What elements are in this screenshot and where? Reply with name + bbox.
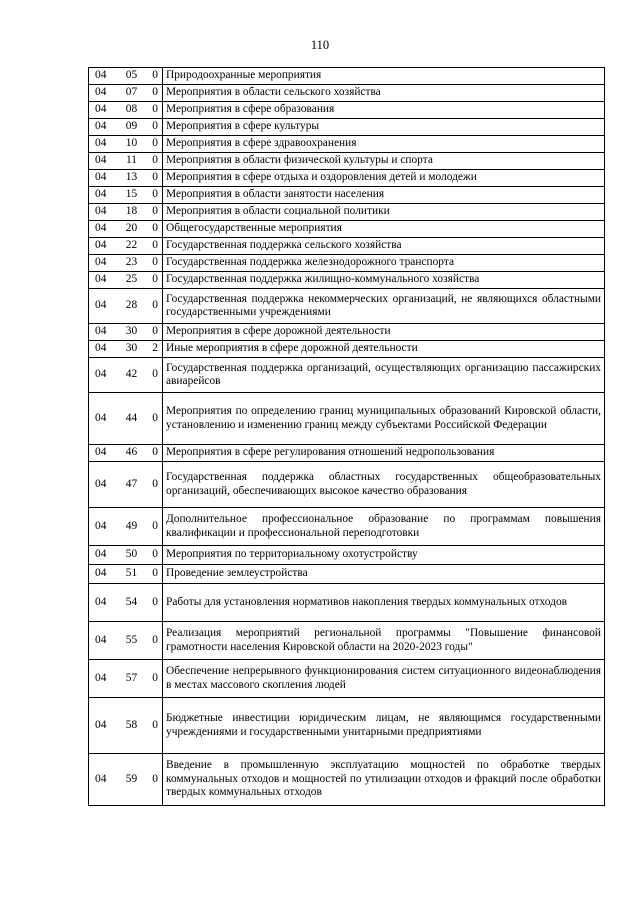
- code-part-c1: 04: [95, 154, 107, 167]
- code-part-c3: 0: [152, 519, 158, 532]
- code-part-c3: 0: [152, 273, 158, 286]
- code-cell: [89, 660, 163, 698]
- table-row: [89, 68, 605, 85]
- code-cell: [89, 170, 163, 187]
- code-part-c3: 0: [152, 86, 158, 99]
- code-cell: [89, 136, 163, 153]
- table-row: [89, 393, 605, 445]
- name-cell: Мероприятия в области сельского хозяйства: [163, 85, 605, 102]
- code-cell: [89, 85, 163, 102]
- name-cell: Государственная поддержка некоммерческих организаций, не являющихся областными государственными учреждениями: [163, 289, 605, 324]
- code-part-c3: 0: [152, 633, 158, 646]
- code-cell: [89, 698, 163, 754]
- code-part-c3: 0: [152, 299, 158, 312]
- code-part-c2: 44: [125, 411, 138, 424]
- code-part-c2: 54: [125, 595, 138, 608]
- code-part-c2: 05: [125, 69, 138, 82]
- code-cell: [89, 289, 163, 324]
- code-part-c1: 04: [95, 477, 107, 490]
- code-cell: [89, 358, 163, 393]
- name-cell: Государственная поддержка областных государственных общеобразовательных организаций, обеспечивающих высокое качество образования: [163, 462, 605, 508]
- code-cell: [89, 255, 163, 272]
- name-cell: Мероприятия по территориальному охотустройству: [163, 546, 605, 565]
- code-part-c2: 47: [125, 477, 138, 490]
- table-row: [89, 221, 605, 238]
- code-part-c3: 0: [152, 188, 158, 201]
- code-part-c1: 04: [95, 519, 107, 532]
- code-part-c2: 30: [125, 342, 138, 355]
- name-cell: Мероприятия в области социальной политики: [163, 204, 605, 221]
- code-part-c3: 0: [152, 120, 158, 133]
- code-part-c1: 04: [95, 671, 107, 684]
- name-cell: Реализация мероприятий региональной программы "Повышение финансовой грамотности населения Кировской области на 2020-2023 годы": [163, 622, 605, 660]
- code-part-c3: 0: [152, 567, 158, 580]
- code-part-c3: 0: [152, 368, 158, 381]
- code-part-c3: 0: [152, 239, 158, 252]
- table-row: [89, 204, 605, 221]
- code-cell: [89, 324, 163, 341]
- code-part-c3: 0: [152, 411, 158, 424]
- name-cell: Бюджетные инвестиции юридическим лицам, не являющимся государственными учреждениями и государственными унитарными предприятиями: [163, 698, 605, 754]
- code-part-c1: 04: [95, 548, 107, 561]
- code-part-c1: 04: [95, 103, 107, 116]
- code-part-c2: 20: [125, 222, 138, 235]
- code-part-c2: 51: [125, 567, 138, 580]
- table-row: [89, 546, 605, 565]
- code-cell: [89, 153, 163, 170]
- table-row: [89, 85, 605, 102]
- code-part-c1: 04: [95, 325, 107, 338]
- code-cell: [89, 119, 163, 136]
- table-row: [89, 445, 605, 462]
- table-row: [89, 660, 605, 698]
- code-part-c1: 04: [95, 120, 107, 133]
- name-cell: Проведение землеустройства: [163, 565, 605, 584]
- code-part-c1: 04: [95, 342, 107, 355]
- code-part-c2: 23: [125, 256, 138, 269]
- table-row: [89, 153, 605, 170]
- code-cell: [89, 622, 163, 660]
- code-part-c1: 04: [95, 69, 107, 82]
- name-cell: Мероприятия в области физической культуры и спорта: [163, 153, 605, 170]
- code-part-c3: 0: [152, 171, 158, 184]
- name-cell: Мероприятия в сфере культуры: [163, 119, 605, 136]
- code-part-c3: 0: [152, 325, 158, 338]
- code-part-c1: 04: [95, 222, 107, 235]
- code-part-c3: 0: [152, 154, 158, 167]
- code-part-c1: 04: [95, 137, 107, 150]
- code-part-c2: 55: [125, 633, 138, 646]
- code-cell: [89, 238, 163, 255]
- code-cell: [89, 102, 163, 119]
- code-part-c1: 04: [95, 595, 107, 608]
- code-cell: [89, 546, 163, 565]
- code-cell: [89, 508, 163, 546]
- code-part-c3: 0: [152, 718, 158, 731]
- code-cell: [89, 584, 163, 622]
- code-part-c1: 04: [95, 633, 107, 646]
- code-part-c1: 04: [95, 188, 107, 201]
- table-row: [89, 565, 605, 584]
- code-part-c3: 0: [152, 477, 158, 490]
- code-part-c3: 0: [152, 222, 158, 235]
- code-part-c1: 04: [95, 205, 107, 218]
- code-part-c2: 13: [125, 171, 138, 184]
- code-part-c1: 04: [95, 299, 107, 312]
- code-part-c2: 50: [125, 548, 138, 561]
- code-part-c2: 07: [125, 86, 138, 99]
- name-cell: Государственная поддержка жилищно-коммунального хозяйства: [163, 272, 605, 289]
- code-part-c1: 04: [95, 86, 107, 99]
- code-part-c1: 04: [95, 772, 107, 785]
- name-cell: Мероприятия в области занятости населения: [163, 187, 605, 204]
- name-cell: Мероприятия по определению границ муниципальных образований Кировской области, установлению и изменению границ между субъектами Российской Федерации: [163, 393, 605, 445]
- table-row: [89, 238, 605, 255]
- name-cell: Дополнительное профессиональное образование по программам повышения квалификации и профессиональной переподготовки: [163, 508, 605, 546]
- code-part-c2: 58: [125, 718, 138, 731]
- code-cell: [89, 68, 163, 85]
- code-cell: [89, 565, 163, 584]
- code-cell: [89, 204, 163, 221]
- table-row: [89, 754, 605, 806]
- code-part-c3: 0: [152, 446, 158, 459]
- code-part-c2: 25: [125, 273, 138, 286]
- name-cell: Государственная поддержка сельского хозяйства: [163, 238, 605, 255]
- table-row: [89, 187, 605, 204]
- table-row: [89, 102, 605, 119]
- name-cell: Работы для установления нормативов накопления твердых коммунальных отходов: [163, 584, 605, 622]
- code-cell: [89, 187, 163, 204]
- code-part-c2: 42: [125, 368, 138, 381]
- code-part-c2: 30: [125, 325, 138, 338]
- code-cell: [89, 221, 163, 238]
- code-part-c3: 0: [152, 595, 158, 608]
- code-part-c2: 46: [125, 446, 138, 459]
- code-part-c3: 0: [152, 772, 158, 785]
- code-cell: [89, 393, 163, 445]
- table-row: [89, 698, 605, 754]
- code-part-c2: 18: [125, 205, 138, 218]
- table-row: [89, 508, 605, 546]
- code-part-c3: 0: [152, 671, 158, 684]
- code-part-c2: 22: [125, 239, 138, 252]
- code-part-c3: 0: [152, 69, 158, 82]
- code-part-c1: 04: [95, 239, 107, 252]
- table-row: [89, 462, 605, 508]
- code-part-c2: 09: [125, 120, 138, 133]
- table-row: [89, 584, 605, 622]
- code-part-c2: 49: [125, 519, 138, 532]
- table-row: [89, 136, 605, 153]
- table-row: [89, 324, 605, 341]
- code-part-c1: 04: [95, 273, 107, 286]
- code-part-c2: 28: [125, 299, 138, 312]
- code-part-c3: 0: [152, 548, 158, 561]
- name-cell: Мероприятия в сфере отдыха и оздоровления детей и молодежи: [163, 170, 605, 187]
- name-cell: Иные мероприятия в сфере дорожной деятельности: [163, 341, 605, 358]
- page-number: 110: [310, 38, 330, 52]
- code-part-c1: 04: [95, 718, 107, 731]
- code-part-c3: 2: [152, 342, 158, 355]
- code-cell: [89, 462, 163, 508]
- table-row: [89, 358, 605, 393]
- name-cell: Природоохранные мероприятия: [163, 68, 605, 85]
- code-cell: [89, 341, 163, 358]
- code-part-c2: 10: [125, 137, 138, 150]
- table-body: [89, 68, 605, 806]
- name-cell: Государственная поддержка железнодорожного транспорта: [163, 255, 605, 272]
- name-cell: Обеспечение непрерывного функционирования систем ситуационного видеонаблюдения в местах массового скопления людей: [163, 660, 605, 698]
- table-row: [89, 170, 605, 187]
- name-cell: Введение в промышленную эксплуатацию мощностей по обработке твердых коммунальных отходов и мощностей по утилизации отходов и фракций после обработки твердых коммунальных отходов: [163, 754, 605, 806]
- code-part-c1: 04: [95, 368, 107, 381]
- table-row: [89, 272, 605, 289]
- name-cell: Мероприятия в сфере здравоохранения: [163, 136, 605, 153]
- code-part-c1: 04: [95, 567, 107, 580]
- name-cell: Мероприятия в сфере регулирования отношений недропользования: [163, 445, 605, 462]
- code-part-c1: 04: [95, 171, 107, 184]
- code-cell: [89, 754, 163, 806]
- code-part-c1: 04: [95, 411, 107, 424]
- code-part-c3: 0: [152, 137, 158, 150]
- code-part-c2: 57: [125, 671, 138, 684]
- code-part-c3: 0: [152, 103, 158, 116]
- name-cell: Мероприятия в сфере образования: [163, 102, 605, 119]
- code-part-c2: 15: [125, 188, 138, 201]
- name-cell: Мероприятия в сфере дорожной деятельности: [163, 324, 605, 341]
- table-row: [89, 341, 605, 358]
- code-part-c1: 04: [95, 256, 107, 269]
- code-part-c2: 59: [125, 772, 138, 785]
- code-part-c3: 0: [152, 256, 158, 269]
- code-cell: [89, 272, 163, 289]
- table-row: [89, 622, 605, 660]
- code-part-c2: 11: [126, 154, 137, 167]
- code-part-c3: 0: [152, 205, 158, 218]
- budget-codes-table: [88, 67, 605, 806]
- name-cell: Государственная поддержка организаций, осуществляющих организацию пассажирских авиарейсов: [163, 358, 605, 393]
- code-cell: [89, 445, 163, 462]
- code-part-c1: 04: [95, 446, 107, 459]
- table-row: [89, 255, 605, 272]
- code-part-c2: 08: [125, 103, 138, 116]
- table-row: [89, 119, 605, 136]
- name-cell: Общегосударственные мероприятия: [163, 221, 605, 238]
- table-row: [89, 289, 605, 324]
